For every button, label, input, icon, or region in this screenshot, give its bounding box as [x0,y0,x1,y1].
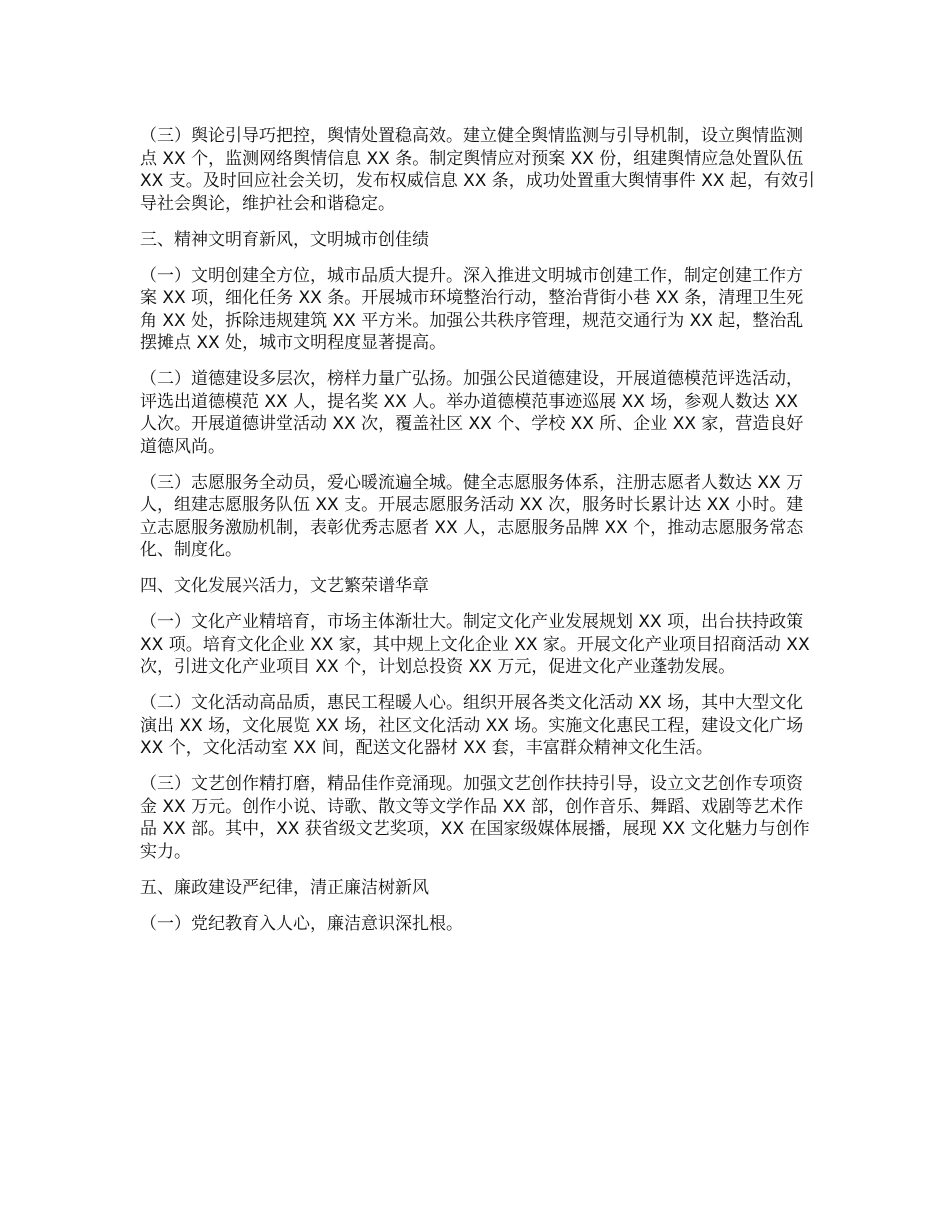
section-heading-spiritual-civilization: 三、精神文明育新风，文明城市创佳绩 [140,229,429,250]
paragraph-cultural-activities: （二）文化活动高品质，惠民工程暖人心。组织开展各类文化活动 XX 场，其中大型文化演出 XX 场，文化展览 XX 场，社区文化活动 XX 场。实施文化惠民工程，建设文化广场 XX 个，文化活动室 XX 间，配送文化器材 XX 套，丰富群众精神文化生活。 [140,693,804,758]
paragraph-volunteer-service: （三）志愿服务全动员，爱心暖流遍全城。健全志愿服务体系，注册志愿者人数达 XX 万人，组建志愿服务队伍 XX 支。开展志愿服务活动 XX 次，服务时长累计达 XX 小时。建立志愿服务激励机制，表彰优秀志愿者 XX 人，志愿服务品牌 XX 个，推动志愿服务常态化、制度化。 [140,472,804,560]
paragraph-public-opinion: （三）舆论引导巧把控，舆情处置稳高效。建立健全舆情监测与引导机制，设立舆情监测点 XX 个，监测网络舆情信息 XX 条。制定舆情应对预案 XX 份，组建舆情应急处置队伍 XX 支。及时回应社会关切，发布权威信息 XX 条，成功处置重大舆情事件 XX 起，有效引导社会舆论，维护社会和谐稳定。 [140,126,815,214]
paragraph-cultural-industry: （一）文化产业精培育，市场主体渐壮大。制定文化产业发展规划 XX 项，出台扶持政策 XX 项。培育文化企业 XX 家，其中规上文化企业 XX 家。开展文化产业项目招商活动 XX 次，引进文化产业项目 XX 个，计划总投资 XX 万元，促进文化产业蓬勃发展。 [140,612,810,677]
section-heading-cultural-development: 四、文化发展兴活力，文艺繁荣谱华章 [140,576,429,596]
document-page [140,125,815,949]
paragraph-moral-construction: （二）道德建设多层次，榜样力量广弘扬。加强公民道德建设，开展道德模范评选活动，评选出道德模范 XX 人，提名奖 XX 人。举办道德模范事迹巡展 XX 场，参观人数达 XX 人次。开展道德讲堂活动 XX 次，覆盖社区 XX 个、学校 XX 所、企业 XX 家，营造良好道德风尚。 [140,369,804,457]
section-heading-clean-governance: 五、廉政建设严纪律，清正廉洁树新风 [140,877,429,898]
paragraph-party-discipline: （一）党纪教育入人心，廉洁意识深扎根。 [140,913,463,934]
paragraph-artistic-creation: （三）文艺创作精打磨，精品佳作竞涌现。加强文艺创作扶持引导，设立文艺创作专项资金 XX 万元。创作小说、诗歌、散文等文学作品 XX 部，创作音乐、舞蹈、戏剧等艺术作品 XX 部。其中，XX 获省级文艺奖项，XX 在国家级媒体展播，展现 XX 文化魅力与创作实力。 [140,774,810,862]
paragraph-civilization-creation: （一）文明创建全方位，城市品质大提升。深入推进文明城市创建工作，制定创建工作方案 XX 项，细化任务 XX 条。开展城市环境整治行动，整治背街小巷 XX 条，清理卫生死角 XX 处，拆除违规建筑 XX 平方米。加强公共秩序管理，规范交通行为 XX 起，整治乱摆摊点 XX 处，城市文明程度显著提高。 [140,265,804,353]
